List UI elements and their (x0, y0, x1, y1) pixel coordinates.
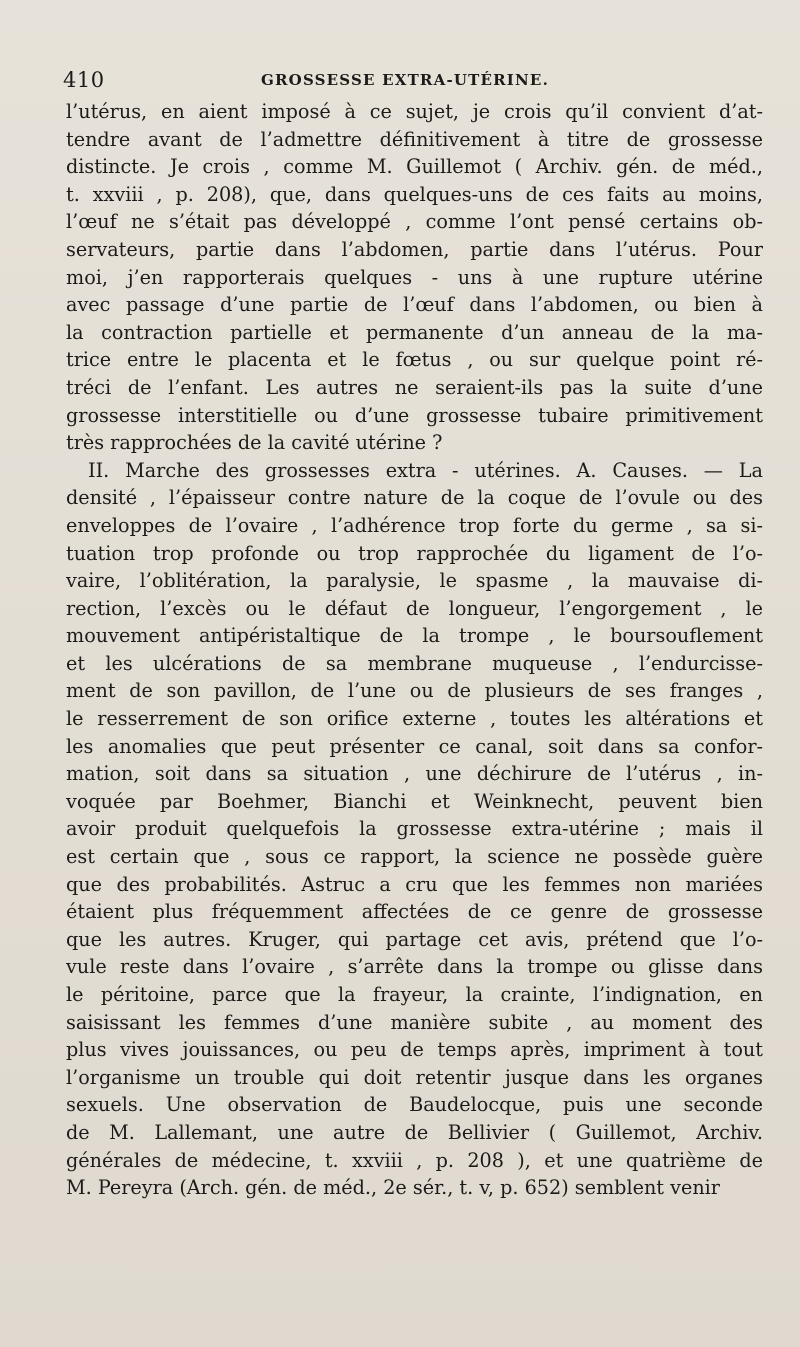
text-line: vaire, l’oblitération, la paralysie, le spasme , la mauvaise di- (66, 569, 763, 593)
text-line: tuation trop profonde ou trop rapprochée du ligament de l’o- (66, 541, 763, 565)
text-line: grossesse interstitielle ou d’une grossesse tubaire primitivement (66, 403, 763, 427)
text-line: que les autres. Kruger, qui partage cet avis, prétend que l’o- (66, 927, 763, 951)
text-line: M. Pereyra (Arch. gén. de méd., 2e sér., t. v, p. 652) semblent venir (66, 1176, 720, 1200)
text-line: saisissant les femmes d’une manière subite , au moment des (66, 1010, 763, 1034)
text-line: est certain que , sous ce rapport, la science ne possède guère (66, 845, 763, 869)
text-line: moi, j’en rapporterais quelques - uns à une rupture utérine (66, 265, 763, 289)
text-line: mouvement antipéristaltique de la trompe , le boursouflement (66, 624, 763, 648)
text-line: vule reste dans l’ovaire , s’arrête dans la trompe ou glisse dans (66, 955, 763, 979)
running-title: GROSSESSE EXTRA-UTÉRINE. (261, 71, 549, 89)
text-line: l’organisme un trouble qui doit retentir jusque dans les organes (66, 1065, 763, 1089)
text-line: t. xxviii , p. 208), que, dans quelques-uns de ces faits au moins, (66, 182, 763, 206)
text-line: sexuels. Une observation de Baudelocque, puis une seconde (66, 1093, 763, 1117)
text-line: de M. Lallemant, une autre de Bellivier ( Guillemot, Archiv. (66, 1120, 763, 1144)
page-number: 410 (63, 68, 105, 92)
text-line: que des probabilités. Astruc a cru que les femmes non mariées (66, 872, 763, 896)
text-line: la contraction partielle et permanente d’un anneau de la ma- (66, 320, 763, 344)
text-line: l’utérus, en aient imposé à ce sujet, je crois qu’il convient d’at- (66, 100, 763, 123)
text-line: le péritoine, parce que la frayeur, la crainte, l’indignation, en (66, 983, 763, 1006)
text-line: générales de médecine, t. xxviii , p. 208 ), et une quatrième de (66, 1148, 763, 1172)
text-line: tréci de l’enfant. Les autres ne seraient-ils pas la suite d’une (66, 375, 763, 399)
page-header (63, 68, 743, 96)
text-line: tendre avant de l’admettre définitivement à titre de grossesse (66, 127, 763, 151)
text-line: les anomalies que peut présenter ce canal, soit dans sa confor- (66, 734, 763, 758)
text-line: ment de son pavillon, de l’une ou de plusieurs de ses franges , (66, 679, 763, 703)
text-line: voquée par Boehmer, Bianchi et Weinknecht, peuvent bien (66, 789, 763, 813)
text-line: très rapprochées de la cavité utérine ? (66, 431, 443, 455)
body-text (66, 98, 763, 1202)
text-line: densité , l’épaisseur contre nature de la coque de l’ovule ou des (66, 486, 763, 510)
text-line: trice entre le placenta et le fœtus , ou sur quelque point ré- (66, 348, 763, 372)
text-line: l’œuf ne s’était pas développé , comme l’ont pensé certains ob- (66, 210, 763, 234)
text-line: le resserrement de son orifice externe , toutes les altérations et (66, 707, 763, 731)
text-line: servateurs, partie dans l’abdomen, partie dans l’utérus. Pour (66, 237, 763, 261)
text-line: et les ulcérations de sa membrane muqueuse , l’endurcisse- (66, 651, 763, 675)
text-line: distincte. Je crois , comme M. Guillemot ( Archiv. gén. de méd., (66, 155, 763, 179)
text-line: avec passage d’une partie de l’œuf dans l’abdomen, ou bien à (66, 293, 763, 317)
text-line: mation, soit dans sa situation , une déchirure de l’utérus , in- (66, 762, 763, 786)
text-line: étaient plus fréquemment affectées de ce genre de grossesse (66, 900, 763, 924)
text-line: rection, l’excès ou le défaut de longueur, l’engorgement , le (66, 596, 763, 620)
text-line: enveloppes de l’ovaire , l’adhérence trop forte du germe , sa si- (66, 513, 763, 537)
text-line: plus vives jouissances, ou peu de temps après, impriment à tout (66, 1038, 763, 1062)
text-line: II. Marche des grossesses extra - utérines. A. Causes. — La (88, 458, 763, 482)
text-line: avoir produit quelquefois la grossesse extra-utérine ; mais il (66, 817, 763, 841)
